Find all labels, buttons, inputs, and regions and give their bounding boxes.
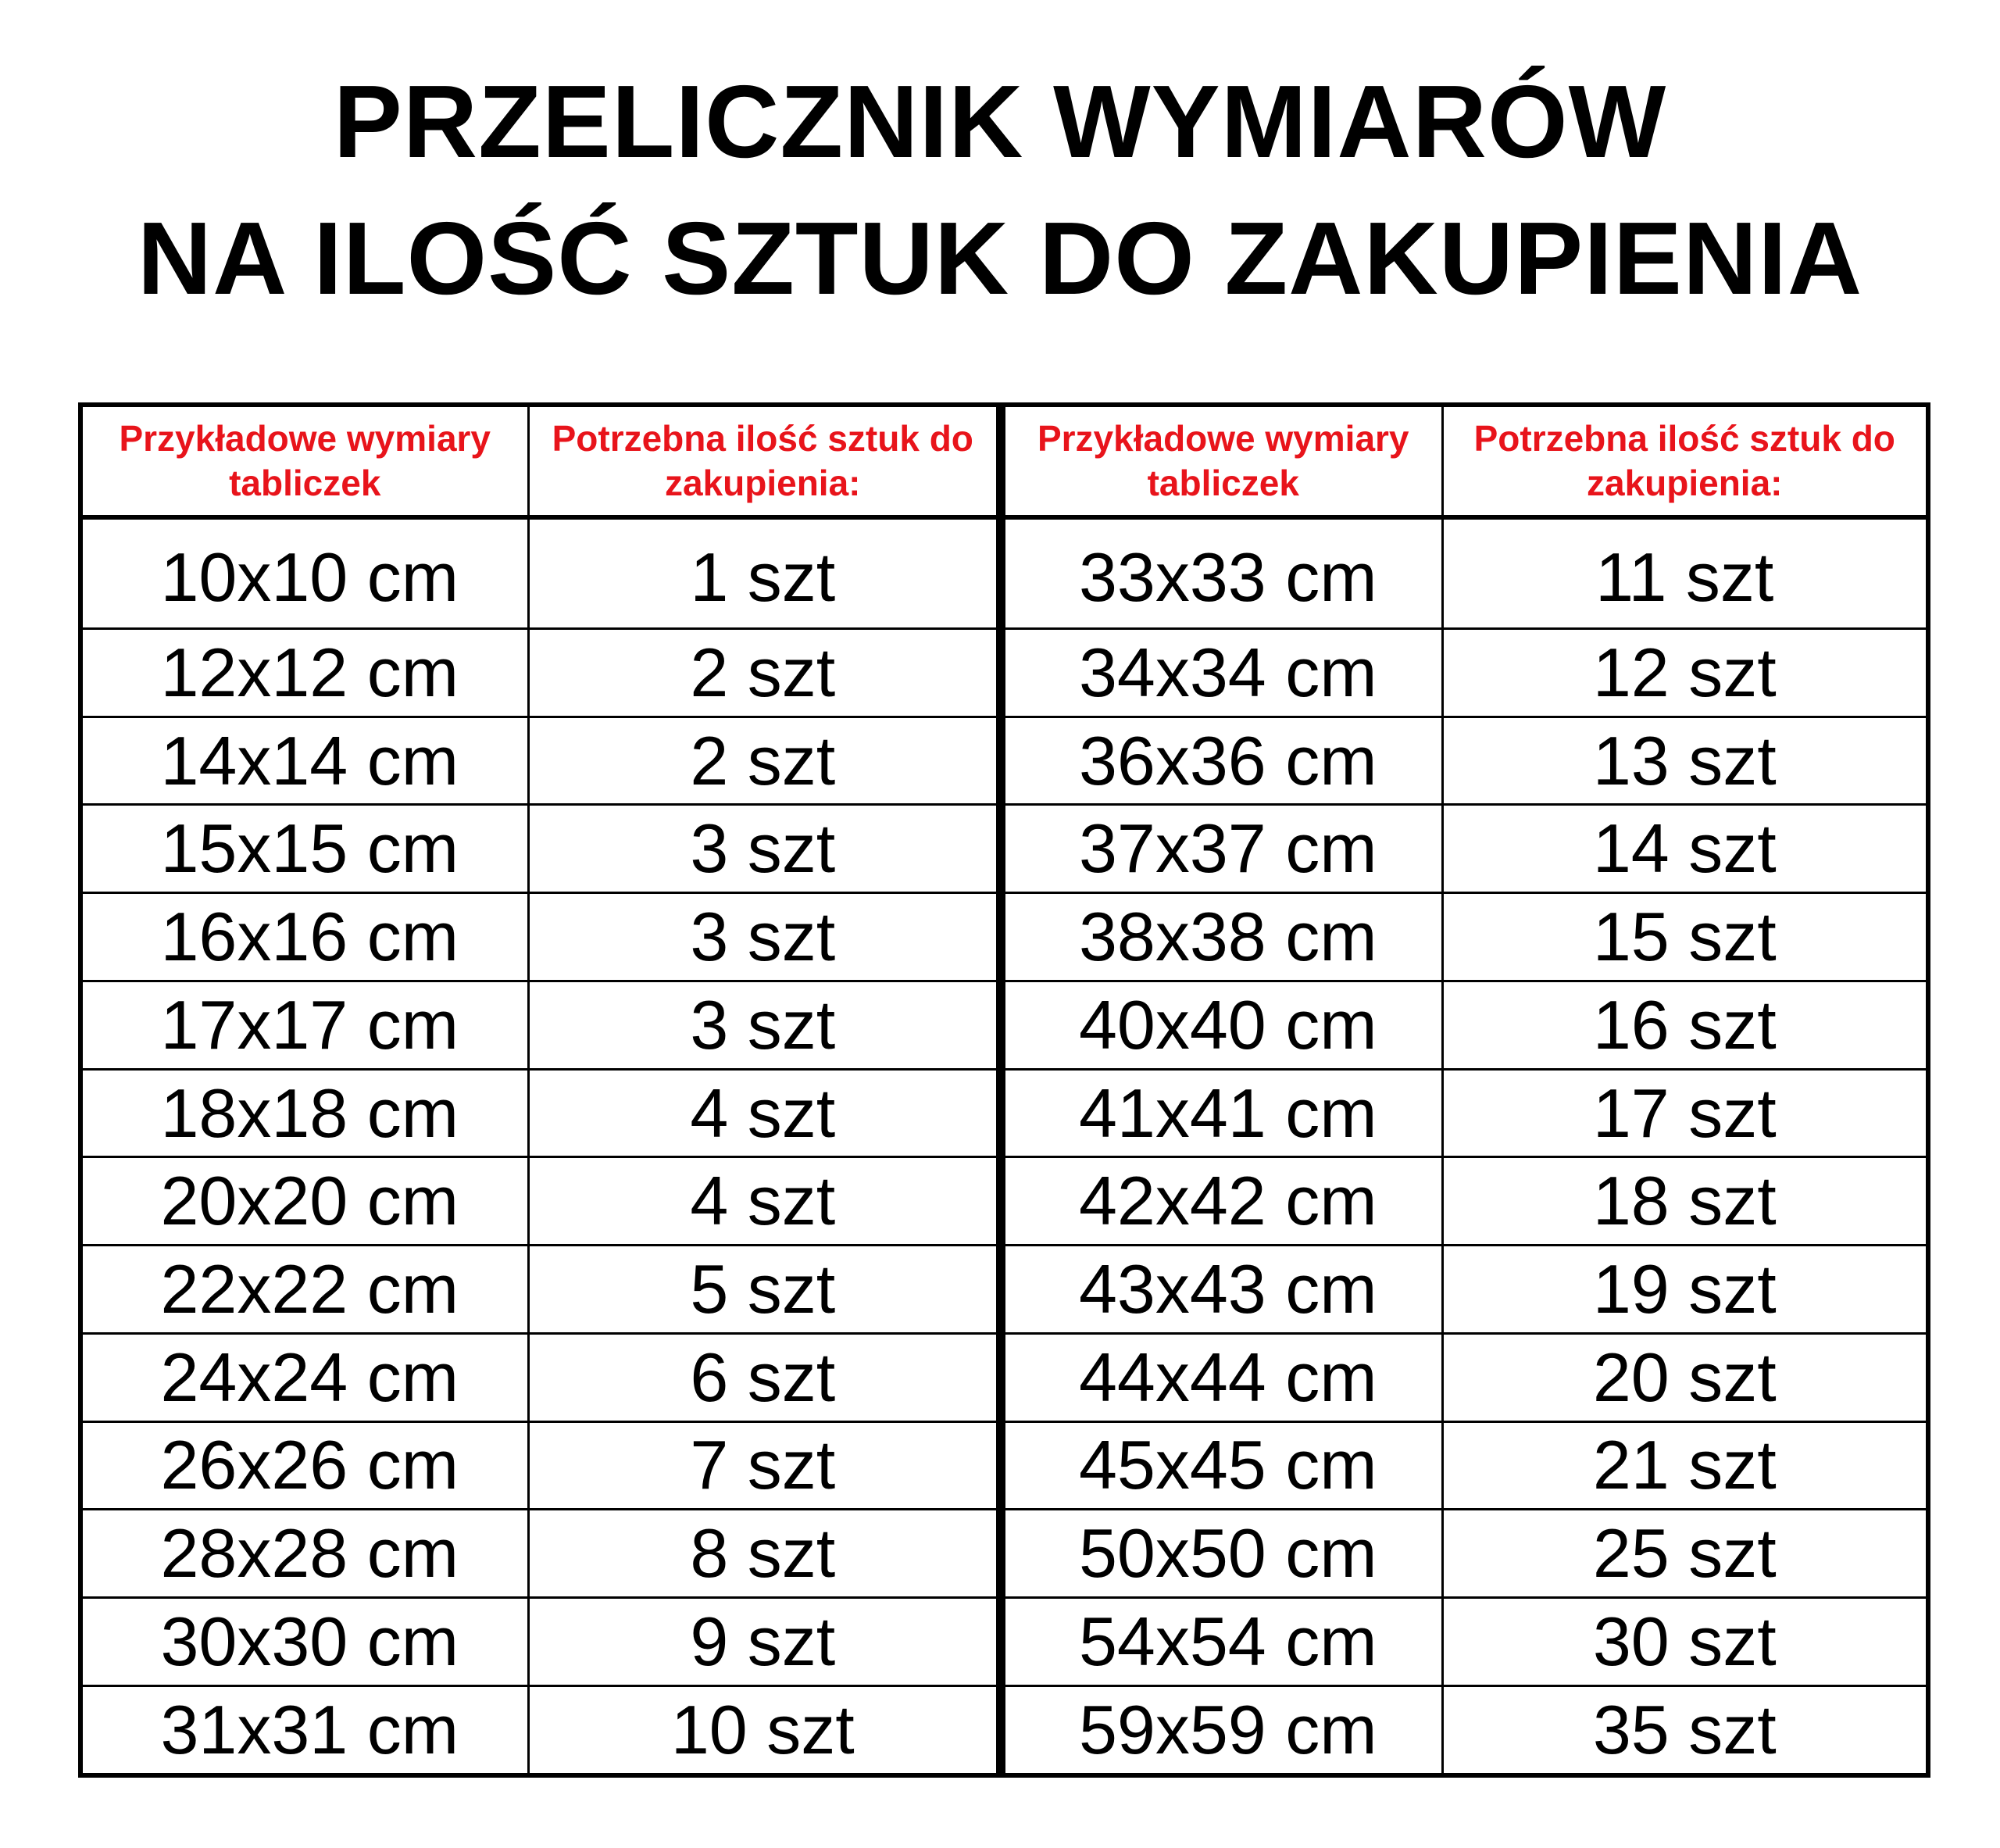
table-row — [80, 1333, 1928, 1421]
table-row — [80, 805, 1928, 893]
size-cell-right: 42x42 cm — [1001, 1157, 1442, 1246]
table-row — [80, 981, 1928, 1069]
qty-cell-left: 4 szt — [528, 1069, 1001, 1157]
conversion-table-container — [78, 402, 1926, 1778]
qty-cell-left: 8 szt — [528, 1510, 1001, 1598]
qty-cell-left: 7 szt — [528, 1421, 1001, 1510]
qty-cell-right: 35 szt — [1442, 1685, 1928, 1775]
table-row — [80, 1157, 1928, 1246]
qty-cell-left: 10 szt — [528, 1685, 1001, 1775]
size-cell-left: 22x22 cm — [80, 1246, 528, 1334]
size-cell-right: 38x38 cm — [1001, 893, 1442, 981]
header-size-left: Przykładowe wymiary tabliczek — [80, 405, 528, 517]
size-cell-right: 50x50 cm — [1001, 1510, 1442, 1598]
size-cell-right: 40x40 cm — [1001, 981, 1442, 1069]
qty-cell-right: 30 szt — [1442, 1598, 1928, 1686]
size-cell-left: 12x12 cm — [80, 629, 528, 717]
table-row — [80, 1598, 1928, 1686]
qty-cell-right: 13 szt — [1442, 717, 1928, 805]
table-row — [80, 1246, 1928, 1334]
header-qty-left: Potrzebna ilość sztuk do zakupienia: — [528, 405, 1001, 517]
qty-cell-left: 9 szt — [528, 1598, 1001, 1686]
size-cell-right: 34x34 cm — [1001, 629, 1442, 717]
size-cell-right: 37x37 cm — [1001, 805, 1442, 893]
table-row — [80, 517, 1928, 629]
page-title-line-2: NA ILOŚĆ SZTUK DO ZAKUPIENIA — [137, 201, 1863, 316]
size-cell-left: 24x24 cm — [80, 1333, 528, 1421]
size-cell-right: 43x43 cm — [1001, 1246, 1442, 1334]
table-row — [80, 893, 1928, 981]
qty-cell-left: 1 szt — [528, 517, 1001, 629]
size-cell-left: 20x20 cm — [80, 1157, 528, 1246]
qty-cell-right: 21 szt — [1442, 1421, 1928, 1510]
qty-cell-right: 15 szt — [1442, 893, 1928, 981]
size-cell-left: 15x15 cm — [80, 805, 528, 893]
table-row — [80, 1069, 1928, 1157]
qty-cell-right: 17 szt — [1442, 1069, 1928, 1157]
table-row — [80, 717, 1928, 805]
size-cell-left: 18x18 cm — [80, 1069, 528, 1157]
conversion-table — [78, 402, 1930, 1778]
size-cell-right: 44x44 cm — [1001, 1333, 1442, 1421]
qty-cell-right: 16 szt — [1442, 981, 1928, 1069]
size-cell-right: 33x33 cm — [1001, 517, 1442, 629]
qty-cell-left: 6 szt — [528, 1333, 1001, 1421]
table-row — [80, 1510, 1928, 1598]
size-cell-left: 10x10 cm — [80, 517, 528, 629]
size-cell-right: 41x41 cm — [1001, 1069, 1442, 1157]
qty-cell-left: 5 szt — [528, 1246, 1001, 1334]
size-cell-left: 26x26 cm — [80, 1421, 528, 1510]
qty-cell-left: 3 szt — [528, 893, 1001, 981]
size-cell-left: 28x28 cm — [80, 1510, 528, 1598]
table-row — [80, 1421, 1928, 1510]
header-size-right: Przykładowe wymiary tabliczek — [1001, 405, 1442, 517]
size-cell-left: 16x16 cm — [80, 893, 528, 981]
qty-cell-right: 25 szt — [1442, 1510, 1928, 1598]
qty-cell-right: 11 szt — [1442, 517, 1928, 629]
qty-cell-left: 2 szt — [528, 717, 1001, 805]
qty-cell-right: 12 szt — [1442, 629, 1928, 717]
qty-cell-left: 2 szt — [528, 629, 1001, 717]
size-cell-left: 31x31 cm — [80, 1685, 528, 1775]
size-cell-left: 14x14 cm — [80, 717, 528, 805]
size-cell-left: 17x17 cm — [80, 981, 528, 1069]
page-title-line-1: PRZELICZNIK WYMIARÓW — [333, 64, 1667, 179]
table-body — [80, 517, 1928, 1775]
size-cell-right: 59x59 cm — [1001, 1685, 1442, 1775]
qty-cell-left: 3 szt — [528, 805, 1001, 893]
table-row — [80, 629, 1928, 717]
qty-cell-right: 18 szt — [1442, 1157, 1928, 1246]
qty-cell-right: 20 szt — [1442, 1333, 1928, 1421]
table-header-row — [80, 405, 1928, 517]
size-cell-right: 54x54 cm — [1001, 1598, 1442, 1686]
size-cell-right: 36x36 cm — [1001, 717, 1442, 805]
header-qty-right: Potrzebna ilość sztuk do zakupienia: — [1442, 405, 1928, 517]
qty-cell-left: 3 szt — [528, 981, 1001, 1069]
qty-cell-left: 4 szt — [528, 1157, 1001, 1246]
qty-cell-right: 14 szt — [1442, 805, 1928, 893]
qty-cell-right: 19 szt — [1442, 1246, 1928, 1334]
size-cell-left: 30x30 cm — [80, 1598, 528, 1686]
table-row — [80, 1685, 1928, 1775]
size-cell-right: 45x45 cm — [1001, 1421, 1442, 1510]
